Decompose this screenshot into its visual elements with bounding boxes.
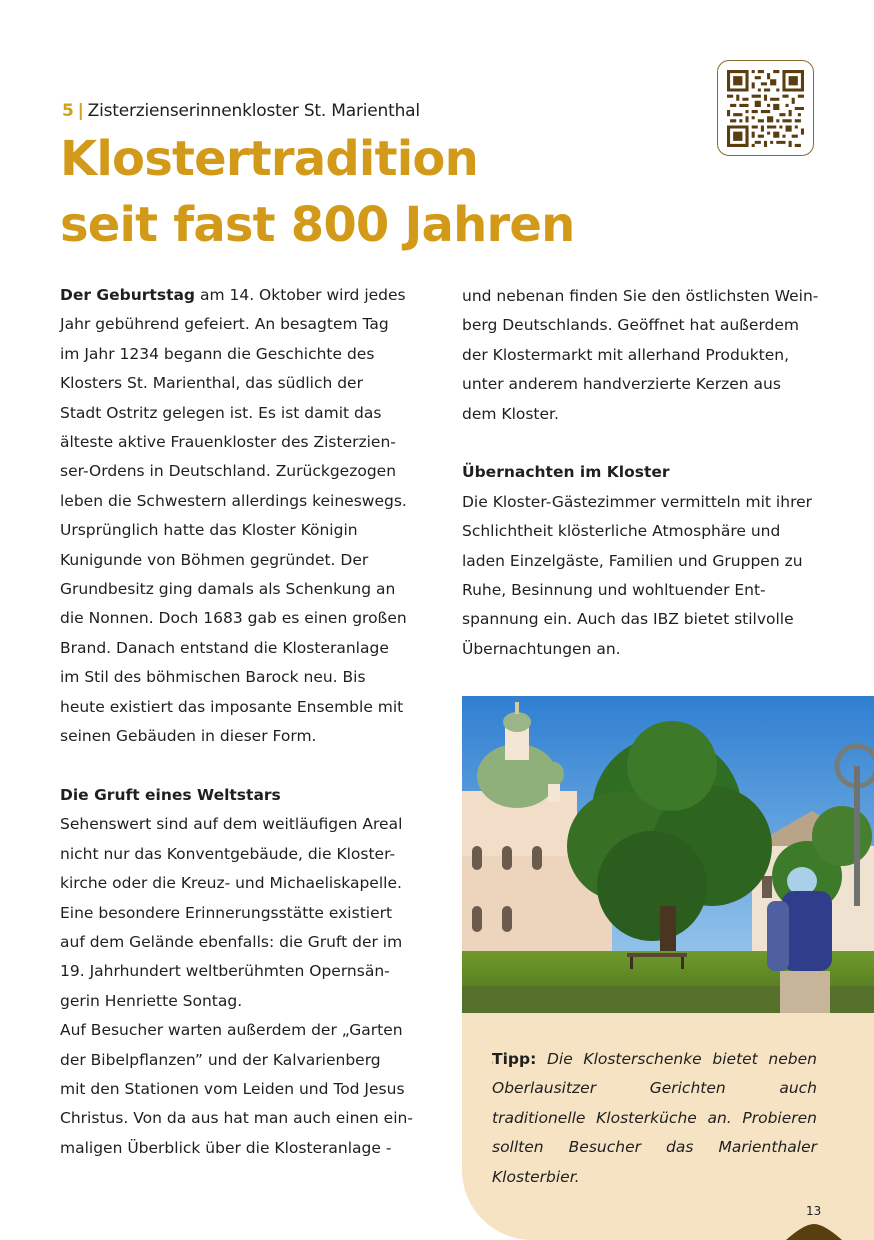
text-line: Kunigunde von Böhmen gegründet. Der: [60, 550, 369, 569]
text-line: Jahr gebührend gefeiert. An besagtem Tag: [60, 315, 389, 334]
text-line: Ursprünglich hatte das Kloster Königin: [60, 521, 358, 540]
monastery-photo: [462, 696, 874, 1013]
section-number: 5: [62, 101, 74, 121]
tip-text: [492, 1045, 817, 1192]
text-line: mit den Stationen vom Leiden und Tod Jesus: [60, 1079, 405, 1098]
paragraph-gap: [60, 752, 420, 781]
text-line: und nebenan finden Sie den östlichsten Wein-: [462, 287, 819, 305]
text-line: der Bibelpflanzen” und der Kalvarienberg: [60, 1050, 381, 1069]
qr-code-graphic: [727, 70, 804, 147]
text-line: Klosters St. Marienthal, das südlich der: [60, 374, 363, 393]
tip-body: Die Klosterschenke bietet neben Oberlausitzer Gerichten auch traditionelle Klosterküche an. Probieren sollten Besucher das Marienthaler Klosterbier.: [492, 1050, 817, 1186]
intro-first-rest: am 14. Oktober wird jedes: [195, 286, 406, 304]
text-line: Eine besondere Erinnerungsstätte existiert: [60, 903, 393, 922]
section-kicker: [62, 101, 420, 121]
text-line: Grundbesitz ging damals als Schenkung an: [60, 580, 396, 599]
text-line: älteste aktive Frauenkloster des Zisterzien-: [60, 433, 396, 452]
subheading-gruft-text: Die Gruft eines Weltstars: [60, 785, 281, 804]
text-line: 19. Jahrhundert weltberühmten Opernsän-: [60, 962, 390, 981]
page-tab-icon: [786, 1224, 842, 1240]
page-headline: [60, 126, 574, 258]
subheading-gruft: [60, 781, 420, 810]
text-line: Christus. Von da aus hat man auch einen ein-: [60, 1109, 413, 1128]
text-line: unter anderem handverzierte Kerzen aus: [462, 375, 781, 394]
subheading-uebernachten-text: Übernachten im Kloster: [462, 463, 670, 482]
text-line: kirche oder die Kreuz- und Michaeliskapelle.: [60, 874, 402, 893]
text-line: heute existiert das imposante Ensemble mit: [60, 697, 404, 716]
text-line: seinen Gebäuden in dieser Form.: [60, 727, 317, 746]
text-line: Auf Besucher warten außerdem der „Garten: [60, 1021, 403, 1040]
text-line: gerin Henriette Sontag.: [60, 991, 243, 1010]
section-title: Zisterzienserinnenkloster St. Marienthal: [87, 101, 420, 121]
headline-line-1: Klostertradition: [60, 131, 478, 187]
text-line: der Klostermarkt mit allerhand Produkten,: [462, 345, 790, 364]
text-line: Stadt Ostritz gelegen ist. Es ist damit das: [60, 403, 382, 422]
qr-code-icon[interactable]: [717, 60, 814, 156]
text-line: im Stil des böhmischen Barock neu. Bis: [60, 668, 366, 687]
headline-line-2: seit fast 800 Jahren: [60, 197, 575, 253]
text-line: maligen Überblick über die Klosteranlage -: [60, 1138, 392, 1157]
tip-label: Tipp:: [492, 1050, 537, 1068]
text-line: Sehenswert sind auf dem weitläufigen Areal: [60, 815, 403, 834]
text-line: leben die Schwestern allerdings keineswegs.: [60, 491, 407, 510]
page-number: 13: [806, 1204, 822, 1218]
text-line: Übernachtungen an.: [462, 639, 621, 658]
text-line: spannung ein. Auch das IBZ bietet stilvolle: [462, 610, 794, 629]
section-separator: |: [77, 101, 84, 121]
text-line: ser-Ordens in Deutschland. Zurückgezogen: [60, 462, 397, 481]
monastery-photo-illustration: [462, 696, 874, 1013]
intro-first-line: [60, 281, 420, 310]
text-line: Die Kloster-Gästezimmer vermitteln mit ihrer: [462, 492, 813, 511]
text-line: dem Kloster.: [462, 404, 559, 423]
text-line: berg Deutschlands. Geöffnet hat außerdem: [462, 316, 800, 335]
text-line: Schlichtheit klösterliche Atmosphäre und: [462, 522, 781, 541]
text-line: Brand. Danach entstand die Klosteranlage: [60, 638, 389, 657]
text-line: im Jahr 1234 begann die Geschichte des: [60, 344, 375, 363]
paragraph-gap: [462, 429, 822, 458]
text-line: auf dem Gelände ebenfalls: die Gruft der im: [60, 932, 403, 951]
right-column: [462, 282, 822, 664]
intro-lead: Der Geburtstag: [60, 286, 196, 304]
subheading-uebernachten: [462, 458, 822, 487]
left-column: [60, 281, 420, 1163]
text-line: Ruhe, Besinnung und wohltuender Ent-: [462, 581, 766, 600]
text-line: nicht nur das Konventgebäude, die Kloster-: [60, 844, 396, 863]
text-line: laden Einzelgäste, Familien und Gruppen zu: [462, 551, 803, 570]
text-line: die Nonnen. Doch 1683 gab es einen großen: [60, 609, 407, 628]
